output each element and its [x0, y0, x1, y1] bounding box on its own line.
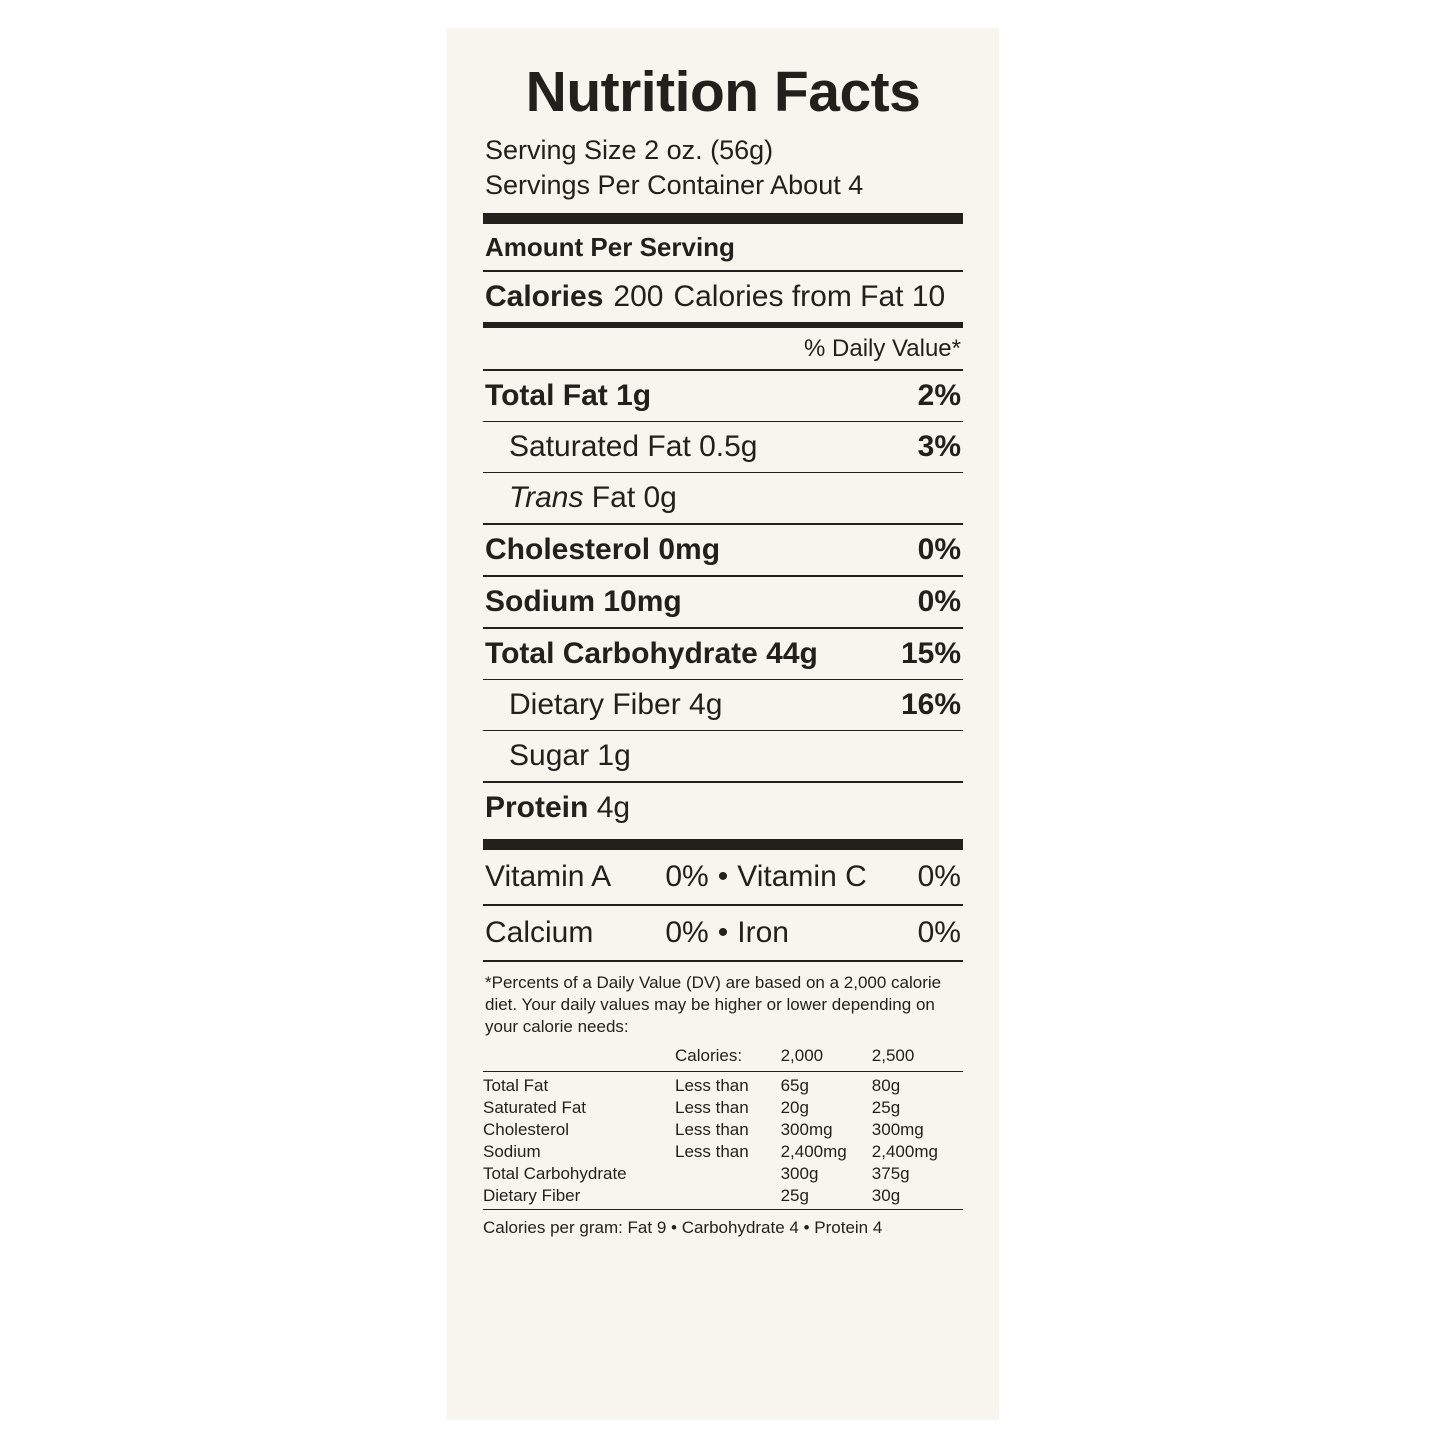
table-row	[483, 1075, 963, 1097]
table-cell: Calories:	[675, 1046, 743, 1066]
row-label	[485, 790, 630, 826]
calcium-dv: 0%	[665, 916, 709, 950]
table-cell: 300mg	[780, 1120, 833, 1140]
divider-above-calgram	[483, 1209, 963, 1210]
trans-word: Trans	[509, 481, 584, 515]
table-row	[483, 1097, 963, 1119]
row-label	[485, 480, 677, 516]
calories-from-fat: Calories from Fat 10	[673, 280, 946, 314]
table-cell: Saturated Fat	[483, 1098, 587, 1118]
row-dv: 2%	[917, 379, 961, 413]
divider-table	[483, 1071, 963, 1072]
calcium-cell	[485, 916, 709, 950]
table-cell: 2,400mg	[871, 1142, 938, 1162]
daily-value-footnote: *Percents of a Daily Value (DV) are based on a 2,000 calorie diet. Your daily values may be higher or lower depending on your calorie needs:	[485, 973, 942, 1036]
table-cell: 2,400mg	[780, 1142, 847, 1162]
table-cell: Dietary Fiber	[483, 1186, 581, 1206]
row-dv: 0%	[917, 533, 961, 567]
calories-label: Calories	[485, 280, 604, 314]
row-label: Sodium 10mg	[485, 585, 682, 619]
table-cell: Total Fat	[483, 1076, 549, 1096]
row-vitamins-2	[483, 906, 963, 960]
page-title: Nutrition Facts	[525, 60, 921, 124]
nutrition-facts-content	[483, 60, 963, 1238]
servings-per-container: Servings Per Container About 4	[485, 170, 864, 201]
vitamin-c-dv: 0%	[917, 860, 961, 894]
vitamin-a-dv: 0%	[665, 860, 709, 894]
serving-size: Serving Size 2 oz. (56g)	[485, 135, 774, 165]
table-row	[483, 1163, 963, 1185]
row-dv: 3%	[917, 430, 961, 464]
table-cell: 300g	[780, 1164, 819, 1184]
row-label: Dietary Fiber 4g	[509, 688, 723, 722]
table-cell: Sodium	[483, 1142, 541, 1162]
table-cell: 65g	[780, 1076, 809, 1096]
vitamin-a-cell	[485, 860, 709, 894]
row-total-carbohydrate	[483, 629, 963, 679]
table-cell	[675, 1163, 781, 1185]
row-label: Saturated Fat 0.5g	[509, 430, 758, 464]
table-cell: Less than	[675, 1098, 749, 1118]
daily-value-table-body	[483, 1075, 963, 1207]
table-row	[483, 1141, 963, 1163]
table-cell: 375g	[871, 1164, 910, 1184]
table-cell: 2,500	[871, 1046, 915, 1066]
table-cell: Cholesterol	[483, 1120, 569, 1140]
table-cell: 300mg	[871, 1120, 924, 1140]
daily-value-header: % Daily Value*	[804, 335, 961, 363]
table-row	[483, 1119, 963, 1141]
vitamin-c-cell	[737, 860, 961, 894]
bullet-dot-icon: •	[717, 916, 729, 950]
row-dv: 16%	[900, 688, 961, 722]
nutrition-facts-panel	[447, 28, 999, 1420]
calories-value: 200	[613, 280, 664, 314]
table-cell: 80g	[871, 1076, 901, 1096]
row-sodium	[483, 577, 963, 627]
table-cell: 25g	[780, 1186, 809, 1206]
table-cell: Total Carbohydrate	[483, 1164, 627, 1184]
table-cell: 30g	[871, 1186, 901, 1206]
row-dietary-fiber	[483, 680, 963, 730]
table-cell: Less than	[675, 1076, 749, 1096]
calories-per-gram: Calories per gram: Fat 9 • Carbohydrate 4 • Protein 4	[483, 1218, 883, 1238]
protein-amount: 4g	[596, 791, 631, 825]
row-total-fat	[483, 371, 963, 421]
table-cell: Less than	[675, 1120, 749, 1140]
table-row	[483, 1185, 963, 1207]
row-sugar	[483, 731, 963, 781]
divider-thick-top	[483, 213, 963, 224]
row-protein	[483, 783, 963, 833]
table-header-row	[483, 1045, 963, 1069]
row-trans-fat	[483, 473, 963, 523]
row-dv: 15%	[900, 637, 961, 671]
row-vitamins-1	[483, 850, 963, 904]
table-cell	[483, 1045, 675, 1069]
table-cell	[675, 1185, 781, 1207]
amount-per-serving: Amount Per Serving	[485, 232, 735, 263]
table-cell: 2,000	[780, 1046, 824, 1066]
row-dv: 0%	[917, 585, 961, 619]
iron-dv: 0%	[917, 916, 961, 950]
iron-cell	[737, 916, 961, 950]
protein-word: Protein	[485, 791, 589, 825]
row-label: Sugar 1g	[509, 739, 631, 773]
table-cell: 20g	[780, 1098, 809, 1118]
daily-value-table	[483, 1045, 963, 1069]
table-cell: 25g	[871, 1098, 901, 1118]
row-label: Total Fat 1g	[485, 379, 652, 413]
row-label: Cholesterol 0mg	[485, 533, 721, 567]
row-cholesterol	[483, 525, 963, 575]
vitamin-c-label: Vitamin C	[737, 860, 867, 894]
calcium-label: Calcium	[485, 916, 594, 950]
row-saturated-fat	[483, 422, 963, 472]
row-label: Total Carbohydrate 44g	[485, 637, 818, 671]
vitamin-a-label: Vitamin A	[485, 860, 612, 894]
bullet-dot-icon: •	[717, 860, 729, 894]
trans-rest: Fat 0g	[583, 481, 677, 515]
divider-thick-bottom	[483, 839, 963, 850]
table-cell: Less than	[675, 1142, 749, 1162]
calories-row	[483, 272, 963, 322]
iron-label: Iron	[737, 916, 789, 950]
